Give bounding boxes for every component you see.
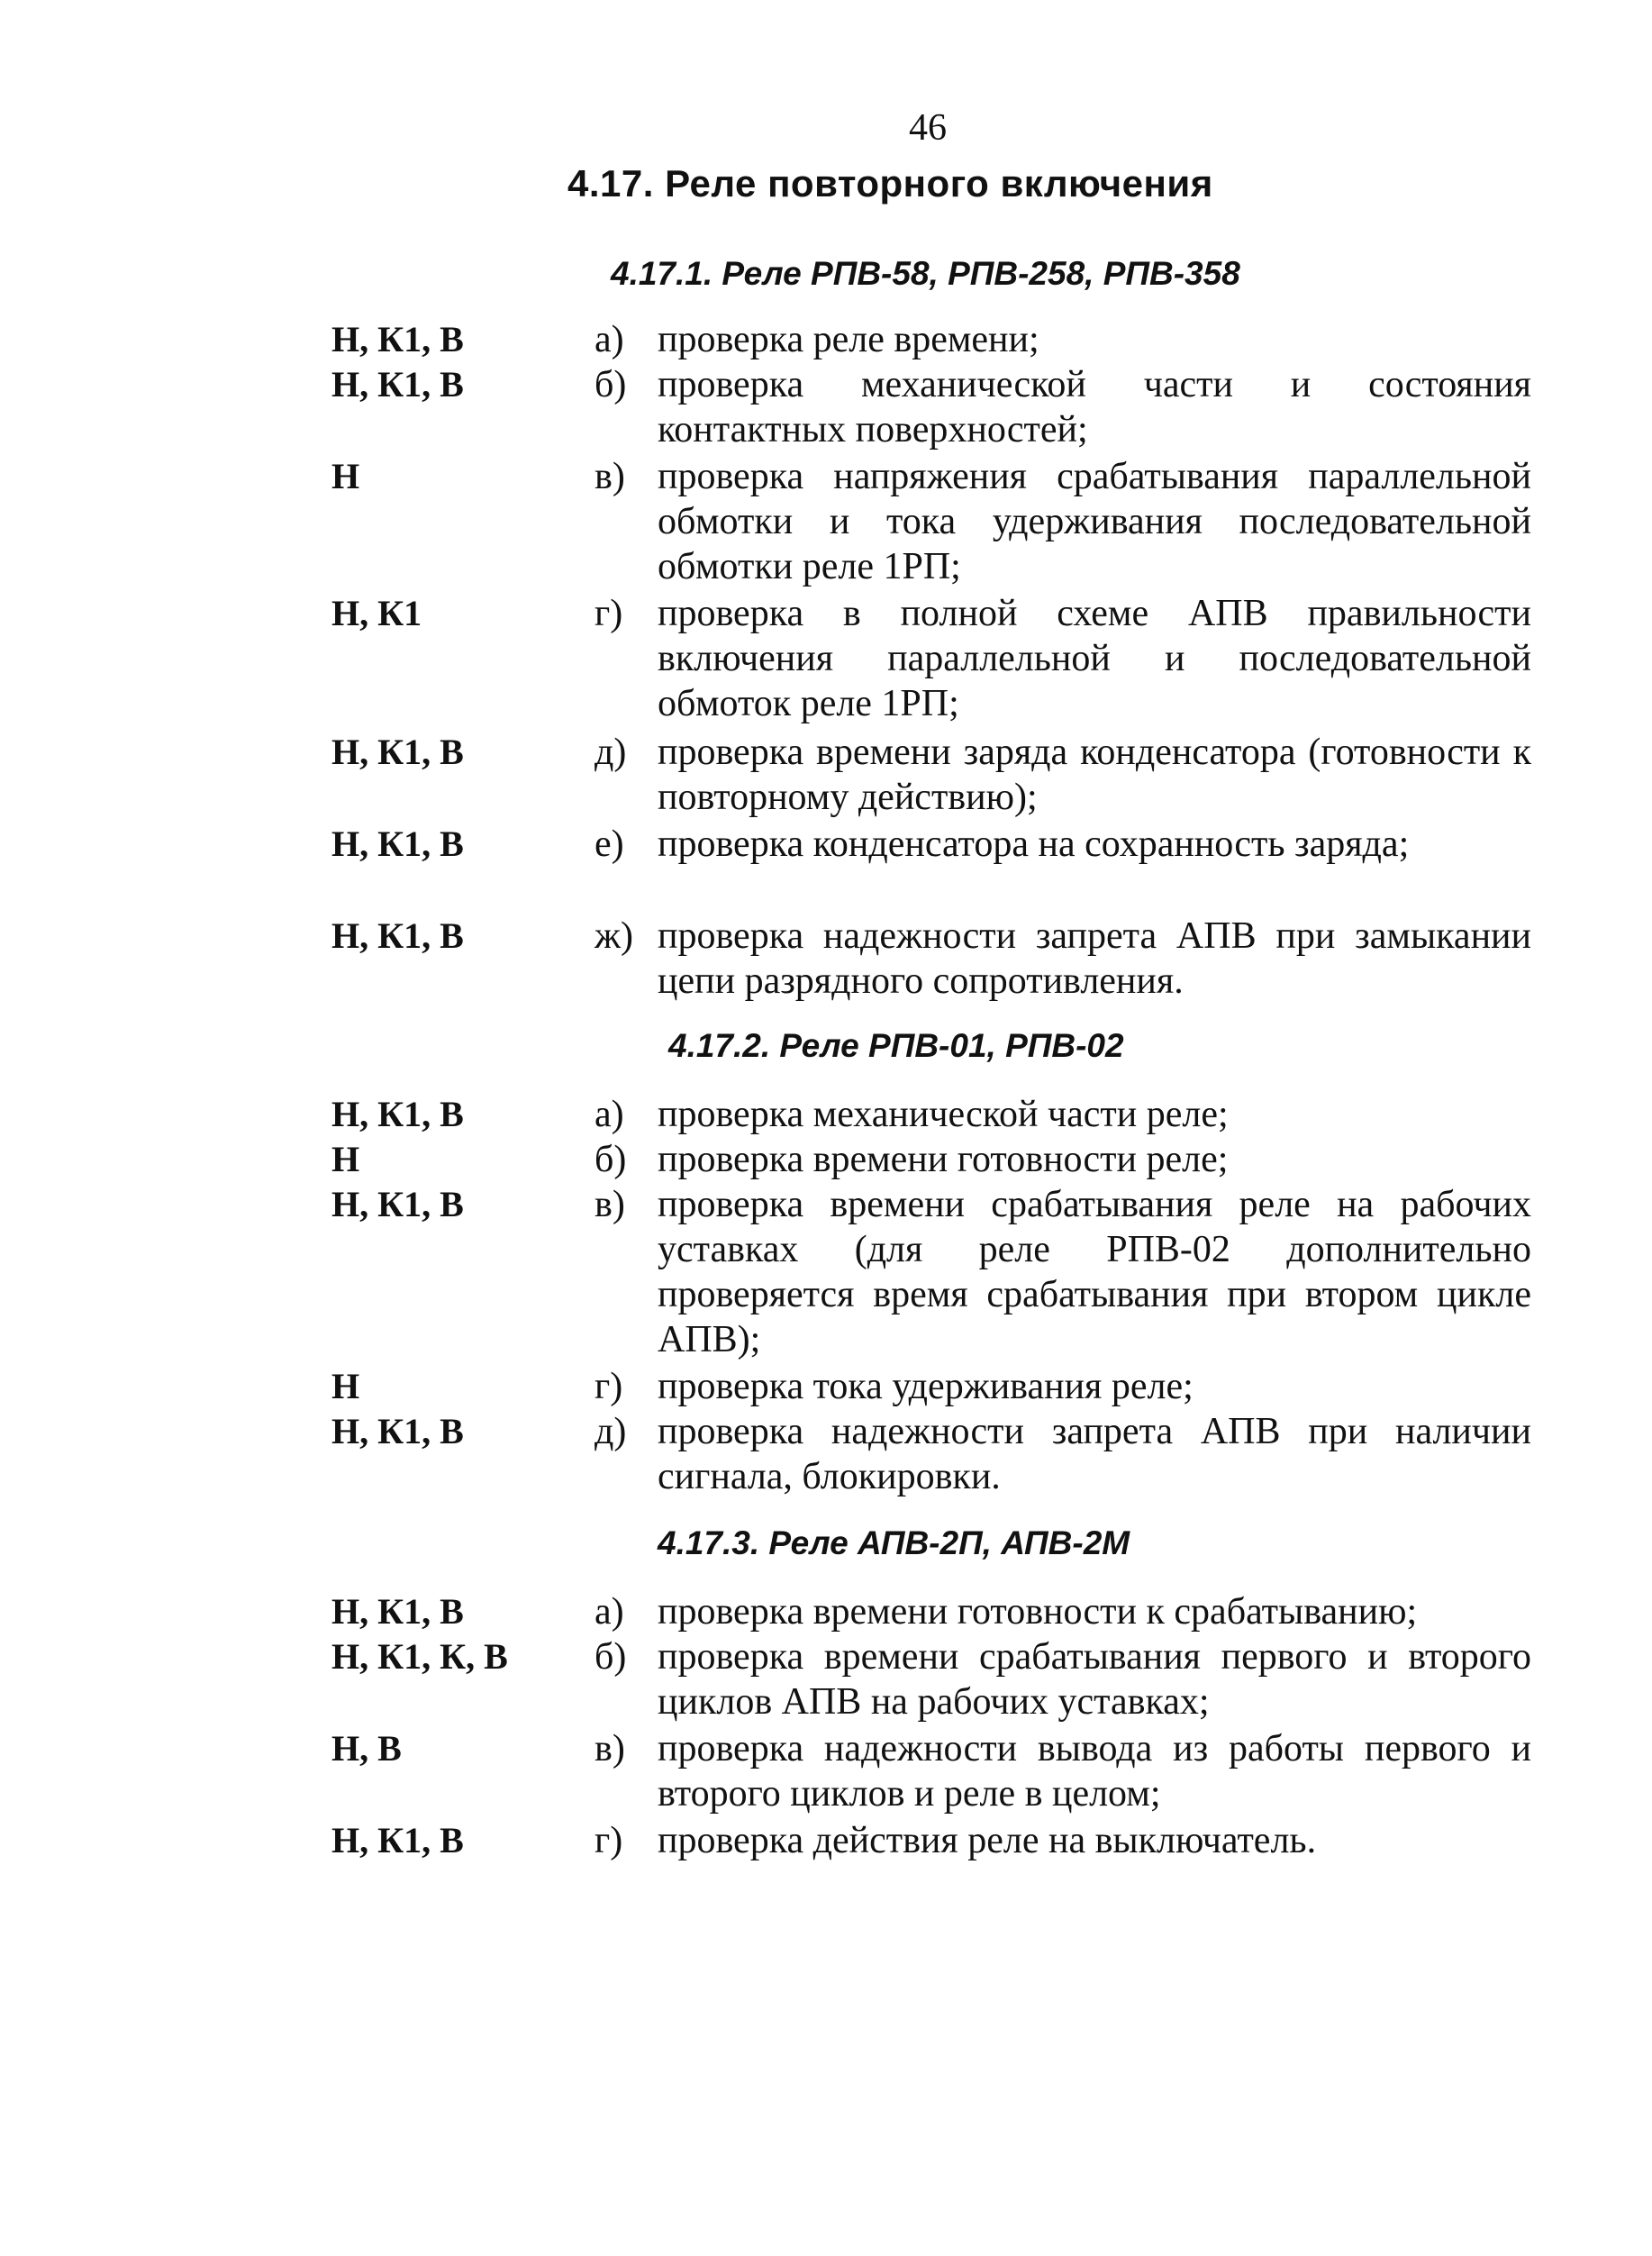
- item-codes: Н, К1, В: [331, 1184, 464, 1224]
- item-codes: Н, К1, В: [331, 1411, 464, 1451]
- item-description: проверка надежности запрета АПВ при наличии сигнала, блокировки.: [658, 1411, 1531, 1497]
- item-text: [595, 1634, 1531, 1724]
- item-text: [595, 1409, 1531, 1499]
- item-mark: а): [595, 319, 624, 360]
- item-mark: в): [595, 1728, 625, 1769]
- item-text: [595, 591, 1531, 726]
- section-title: 4.17.2. Реле РПВ-01, РПВ-02: [668, 1027, 1124, 1064]
- item-codes: Н, К1, В: [331, 823, 464, 864]
- item-mark: в): [595, 1184, 625, 1225]
- item-mark: а): [595, 1094, 624, 1135]
- item-description: проверка действия реле на выключатель.: [658, 1820, 1317, 1861]
- item-description: проверка времени готовности реле;: [658, 1139, 1229, 1180]
- item-codes: Н, К1, К, В: [331, 1636, 508, 1677]
- item-description: проверка напряжения срабатывания параллельной обмотки и тока удерживания последовательной обмотки реле 1РП;: [658, 456, 1531, 587]
- item-mark: д): [595, 1411, 627, 1452]
- item-mark: б): [595, 1139, 627, 1180]
- item-codes: Н, К1, В: [331, 732, 464, 772]
- item-description: проверка надежности запрета АПВ при замыкании цепи разрядного сопротивления.: [658, 915, 1531, 1002]
- item-mark: г): [595, 1366, 623, 1407]
- item-description: проверка механической части реле;: [658, 1094, 1229, 1135]
- item-codes: Н, В: [331, 1728, 402, 1769]
- item-text: [595, 1726, 1531, 1816]
- item-mark: г): [595, 593, 623, 634]
- item-codes: Н, К1, В: [331, 915, 464, 956]
- item-description: проверка конденсатора на сохранность заряда;: [658, 823, 1410, 865]
- item-text: [595, 1182, 1531, 1362]
- item-mark: б): [595, 364, 627, 405]
- item-description: проверка времени срабатывания реле на рабочих уставках (для реле РПВ-02 дополнительно проверяется время срабатывания при втором цикле АПВ);: [658, 1184, 1531, 1360]
- item-text: [595, 1818, 1531, 1863]
- item-text: [595, 1137, 1531, 1182]
- item-mark: б): [595, 1636, 627, 1678]
- item-codes: Н, К1, В: [331, 1820, 464, 1860]
- item-codes: Н: [331, 1139, 360, 1179]
- item-text: [595, 1092, 1531, 1137]
- item-text: [595, 454, 1531, 589]
- item-mark: г): [595, 1820, 623, 1861]
- item-text: [595, 317, 1531, 362]
- item-codes: Н, К1, В: [331, 364, 464, 405]
- item-text: [595, 730, 1531, 820]
- item-description: проверка тока удерживания реле;: [658, 1366, 1194, 1407]
- section-title: 4.17.3. Реле АПВ-2П, АПВ-2М: [658, 1524, 1130, 1561]
- item-description: проверка надежности вывода из работы первого и второго циклов и реле в целом;: [658, 1728, 1531, 1815]
- item-text: [595, 914, 1531, 1004]
- item-text: [595, 1364, 1531, 1409]
- item-codes: Н, К1, В: [331, 1591, 464, 1632]
- item-description: проверка реле времени;: [658, 319, 1039, 360]
- item-mark: а): [595, 1591, 624, 1633]
- item-mark: е): [595, 823, 624, 865]
- item-mark: д): [595, 732, 627, 773]
- item-description: проверка времени готовности к срабатыванию;: [658, 1591, 1418, 1633]
- item-codes: Н, К1: [331, 593, 422, 633]
- item-codes: Н, К1, В: [331, 1094, 464, 1134]
- item-text: [595, 822, 1531, 867]
- item-codes: Н: [331, 456, 360, 496]
- section-title: 4.17.1. Реле РПВ-58, РПВ-258, РПВ-358: [611, 255, 1240, 292]
- item-description: проверка в полной схеме АПВ правильности включения параллельной и последовательной обмоток реле 1РП;: [658, 593, 1531, 724]
- item-description: проверка времени заряда конденсатора (готовности к повторному действию);: [658, 732, 1531, 818]
- item-codes: Н, К1, В: [331, 319, 464, 359]
- page-number: 46: [909, 107, 947, 149]
- item-codes: Н: [331, 1366, 360, 1406]
- chapter-title: 4.17. Реле повторного включения: [567, 162, 1213, 205]
- item-text: [595, 362, 1531, 452]
- item-mark: в): [595, 456, 625, 497]
- item-mark: ж): [595, 915, 634, 957]
- item-description: проверка механической части и состояния контактных поверхностей;: [658, 364, 1531, 450]
- item-text: [595, 1589, 1531, 1634]
- item-description: проверка времени срабатывания первого и второго циклов АПВ на рабочих уставках;: [658, 1636, 1531, 1723]
